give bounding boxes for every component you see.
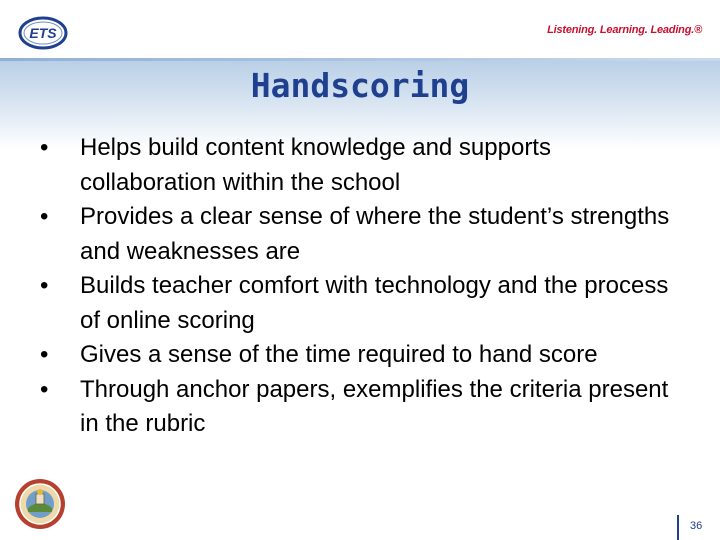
bullet-text: Provides a clear sense of where the student’s strengths and weaknesses are	[80, 203, 670, 265]
list-item	[40, 200, 680, 269]
list-item	[40, 338, 680, 373]
page-number: 36	[690, 520, 703, 532]
bullet-text: Builds teacher comfort with technology and the process of online scoring	[80, 272, 669, 334]
header-rule	[0, 58, 720, 61]
bullet-marker: •	[40, 272, 49, 299]
bullet-text: Gives a sense of the time required to hand score	[80, 341, 598, 368]
state-seal-icon	[14, 478, 66, 530]
bullet-marker: •	[40, 203, 49, 230]
logo-text: ETS	[29, 25, 57, 41]
tagline: Listening. Learning. Leading.®	[547, 24, 702, 36]
bullet-marker: •	[40, 134, 49, 161]
list-item	[40, 269, 680, 338]
bullet-text: Helps build content knowledge and supports collaboration within the school	[80, 134, 551, 196]
list-item	[40, 373, 680, 442]
ets-logo-icon	[18, 16, 68, 50]
bullet-marker: •	[40, 341, 49, 368]
page-number-bar	[677, 515, 679, 540]
list-item	[40, 131, 680, 200]
bullet-marker: •	[40, 375, 49, 403]
page-title: Handscoring	[250, 66, 470, 105]
bullet-list	[40, 131, 680, 442]
bullet-text: Through anchor papers, exemplifies the criteria present in the rubric	[80, 375, 669, 437]
